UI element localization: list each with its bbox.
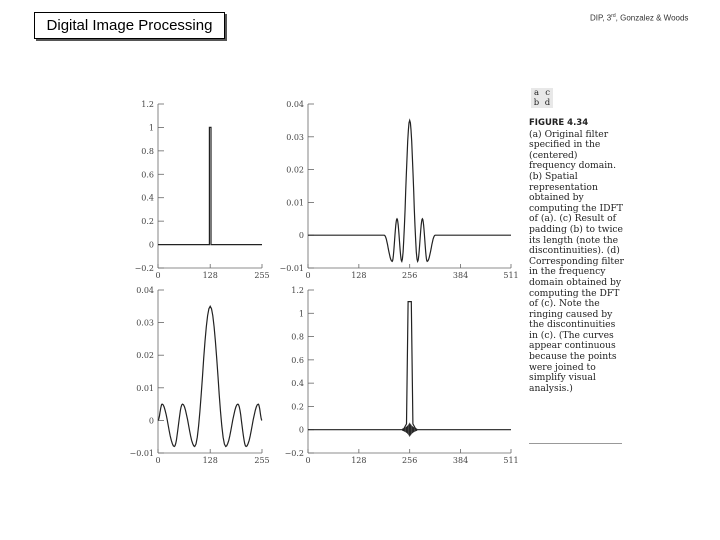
book-reference-suffix: , Gonzalez & Woods	[615, 13, 689, 23]
panel-letter-b: b	[533, 98, 540, 108]
panel-b-ytick-label: −0.01	[129, 449, 154, 458]
panel-a-series-line	[158, 127, 262, 244]
panel-c-xtick-label: 256	[402, 271, 418, 280]
panel-d-ytick-label: 0.4	[291, 379, 304, 389]
panel-d-ytick-label: 0	[298, 425, 304, 435]
panel-c-ytick-label: 0.04	[286, 100, 304, 109]
panel-b-ytick-label: 0.04	[136, 286, 154, 295]
panel-d-ytick-label: 0.8	[291, 332, 304, 342]
panel-b-xtick-label: 255	[254, 456, 270, 465]
panel-c-ytick-label: 0	[298, 231, 304, 241]
panel-a-ytick-label: 0	[148, 240, 154, 250]
panel-a-ytick-label: 0.8	[141, 146, 154, 156]
panel-letter-grid	[531, 88, 553, 108]
panel-d-xtick-label: 511	[503, 456, 519, 465]
figure-caption-title: FIGURE 4.34	[529, 118, 589, 128]
panel-d-xtick-label: 256	[402, 456, 418, 465]
panel-a-xtick-label: 128	[202, 271, 218, 280]
panel-b-ytick-label: 0	[148, 416, 154, 426]
panel-a-xtick-label: 255	[254, 271, 270, 280]
panel-c-ytick-label: −0.01	[279, 264, 304, 273]
panel-letter-c: c	[545, 88, 550, 98]
panel-a-ytick-label: −0.2	[134, 264, 154, 273]
panel-a-ytick-label: 1	[148, 123, 154, 133]
panel-c-xtick-label: 128	[351, 271, 367, 280]
panel-letter-a: a	[534, 88, 540, 98]
panel-c-ytick-label: 0.01	[286, 198, 304, 208]
panel-a-ytick-label: 0.4	[141, 193, 154, 203]
panel-letter-d: d	[544, 98, 551, 108]
panel-d-xtick-label: 128	[351, 456, 367, 465]
book-reference-prefix: DIP, 3	[590, 13, 612, 23]
panel-c-ytick-label: 0.02	[286, 165, 304, 175]
panel-b-ytick-label: 0.03	[136, 318, 154, 328]
figure-caption-body: (a) Original filter specified in the (centered) frequency domain. (b) Spatial representation obtained by computing the IDFT of (a). (c) Result of padding (b) to twice its length (note the discontinuities). (d) Corresponding filter in the frequency domain obtained by computing the DFT of (c). Note the ringing caused by the discontinuities in (c). (The curves appear continuous because the points were joined to simplify visual analysis.)	[529, 128, 624, 394]
panel-d-ytick-label: 1	[298, 309, 304, 319]
panel-c-ytick-label: 0.03	[286, 132, 304, 142]
panel-b-ytick-label: 0.01	[136, 383, 154, 393]
panel-d-ytick-label: 0.2	[291, 402, 304, 412]
panel-d-xtick-label: 384	[452, 456, 469, 465]
panel-b-xtick-label: 0	[155, 456, 161, 465]
panel-d-ytick-label: −0.2	[284, 449, 304, 458]
caption-divider	[529, 443, 622, 444]
panel-c-xtick-label: 511	[503, 271, 519, 280]
panel-c-xtick-label: 0	[305, 271, 311, 280]
panel-b-ytick-label: 0.02	[136, 351, 154, 361]
panel-d-ytick-label: 0.6	[291, 355, 304, 365]
figure-caption	[529, 118, 624, 394]
panel-a-ytick-label: 1.2	[141, 100, 154, 109]
panel-a-ytick-label: 0.2	[141, 217, 154, 227]
panel-a-ytick-label: 0.6	[141, 170, 154, 180]
panel-b-xtick-label: 128	[202, 456, 218, 465]
panel-d-series-line	[308, 302, 511, 430]
panel-d-ytick-label: 1.2	[291, 286, 304, 295]
panel-d-xtick-label: 0	[305, 456, 311, 465]
panel-c-xtick-label: 384	[452, 271, 469, 280]
slide-title: Digital Image Processing	[34, 12, 225, 39]
book-reference-sup: rd	[611, 13, 616, 19]
panel-a-xtick-label: 0	[155, 271, 161, 280]
panel-b-series-line	[158, 306, 262, 446]
panel-c-series-line	[308, 120, 511, 261]
